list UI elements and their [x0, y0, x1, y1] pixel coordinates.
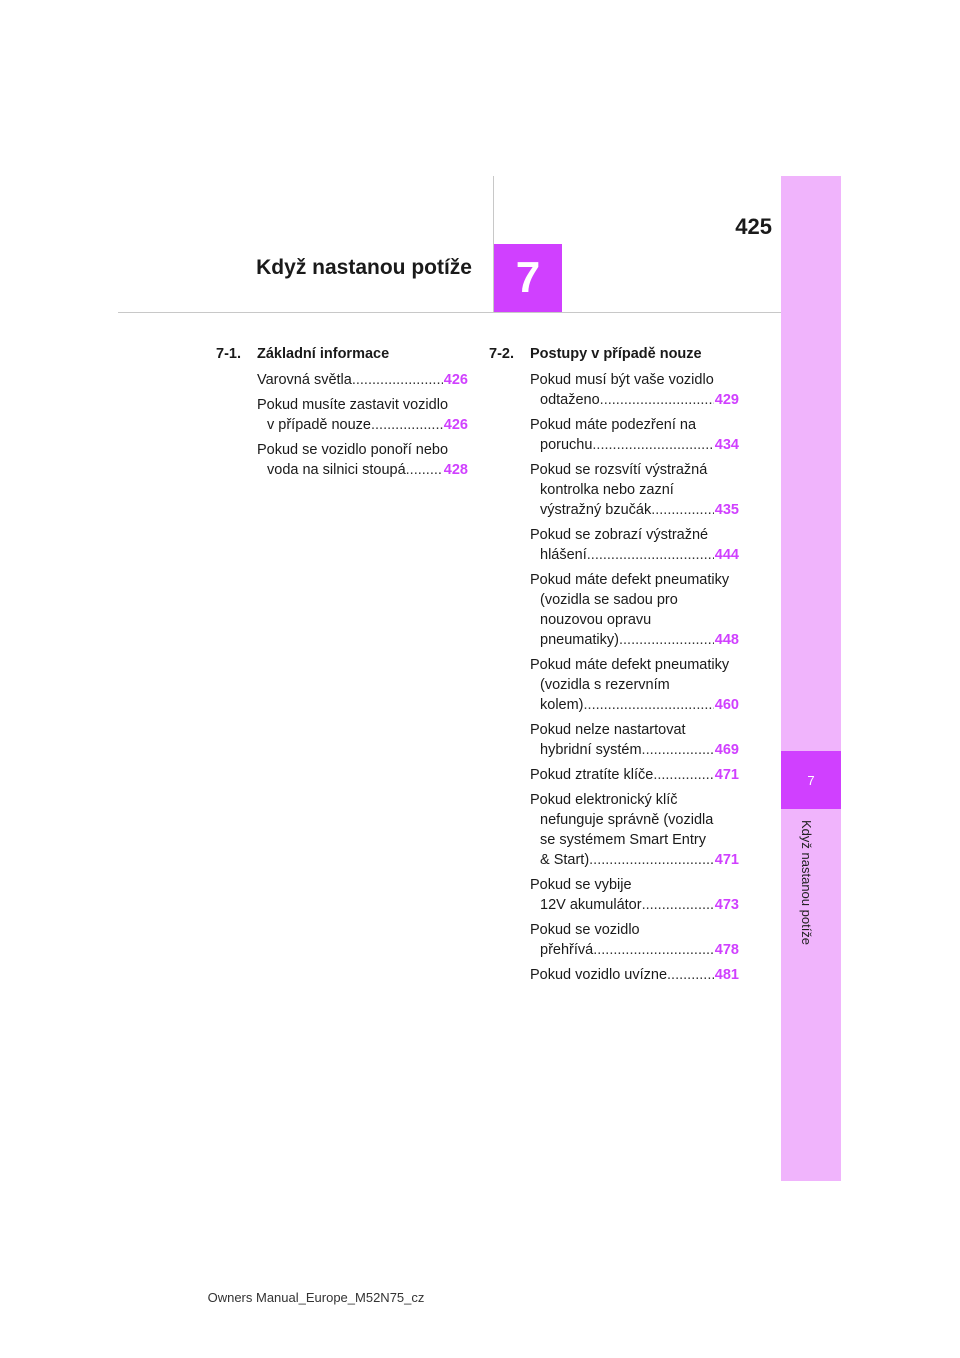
toc-entry-line — [530, 390, 739, 410]
toc-entry-line — [530, 460, 739, 480]
toc-entry-text: Pokud ztratíte klíče — [530, 767, 654, 783]
sidebar-tab — [781, 176, 841, 1181]
toc-entry-line — [530, 895, 739, 915]
toc-entry-text: Pokud máte defekt pneumatiky — [530, 657, 730, 673]
toc-leader-dots — [352, 370, 443, 390]
toc-entry-text: nefunguje správně (vozidla — [540, 812, 714, 828]
toc-entry-text: Pokud se zobrazí výstražné — [530, 527, 709, 543]
toc-section-header — [489, 344, 739, 364]
toc-leader-dots — [619, 630, 714, 650]
toc-entry[interactable] — [530, 460, 739, 520]
toc-entry-text: 12V akumulátor — [540, 897, 642, 913]
toc-leader-dots — [667, 965, 714, 985]
toc-section-number: 7-1. — [216, 346, 241, 362]
toc-page-link[interactable]: 478 — [714, 942, 739, 958]
toc-entry-text: Pokud musíte zastavit vozidlo — [257, 397, 449, 413]
toc-page-link[interactable]: 471 — [714, 767, 739, 783]
toc-page-link[interactable]: 429 — [714, 392, 739, 408]
toc-entry-line — [530, 545, 739, 565]
toc-entry[interactable] — [530, 525, 739, 565]
toc-leader-dots — [651, 500, 714, 520]
toc-leader-dots — [587, 545, 714, 565]
toc-entry-line — [530, 965, 739, 985]
toc-entry-text: Varovná světla — [257, 372, 352, 388]
toc-entry-line — [530, 695, 739, 715]
toc-entry-text: Pokud nelze nastartovat — [530, 722, 686, 738]
toc-leader-dots — [592, 435, 713, 455]
page-number: 425 — [735, 214, 772, 239]
toc-page-link[interactable]: 428 — [443, 462, 468, 478]
toc-section-title: Základní informace — [257, 346, 390, 362]
toc-entry[interactable] — [530, 720, 739, 760]
toc-entry-text: poruchu — [540, 437, 593, 453]
toc-entry-line — [530, 810, 739, 830]
sidebar-chapter-title — [799, 820, 819, 980]
toc-entry-line — [530, 850, 739, 870]
toc-column-left — [216, 344, 468, 485]
toc-page-link[interactable]: 434 — [714, 437, 739, 453]
toc-entry-text: Pokud musí být vaše vozidlo — [530, 372, 714, 388]
toc-entry-text: Pokud se vozidlo ponoří nebo — [257, 442, 449, 458]
toc-entry[interactable] — [530, 570, 739, 650]
header-horizontal-rule — [118, 312, 781, 313]
toc-leader-dots — [593, 940, 714, 960]
toc-entry-line — [530, 415, 739, 435]
toc-entry-line — [530, 570, 739, 590]
toc-entry-text: kolem) — [540, 697, 584, 713]
toc-leader-dots — [642, 740, 714, 760]
toc-entry-line — [530, 525, 739, 545]
toc-page-link[interactable]: 469 — [714, 742, 739, 758]
toc-page-link[interactable]: 444 — [714, 547, 739, 563]
toc-section-title: Postupy v případě nouze — [530, 346, 702, 362]
toc-entry-line — [530, 590, 739, 610]
sidebar-chapter-tab[interactable]: 7 — [781, 751, 841, 809]
toc-leader-dots — [584, 695, 714, 715]
toc-entry-text: se systémem Smart Entry — [540, 832, 706, 848]
chapter-title: Když nastanou potíže — [256, 256, 472, 279]
toc-entry-line — [257, 460, 468, 480]
toc-entry-line — [530, 875, 739, 895]
toc-entry-line — [530, 675, 739, 695]
toc-entry[interactable] — [257, 395, 468, 435]
toc-page-link[interactable]: 460 — [714, 697, 739, 713]
toc-entry-text: hybridní systém — [540, 742, 642, 758]
toc-page-link[interactable]: 473 — [714, 897, 739, 913]
toc-entry-text: Pokud se vozidlo — [530, 922, 640, 938]
toc-page-link[interactable]: 426 — [443, 417, 468, 433]
toc-entry-text: nouzovou opravu — [540, 612, 652, 628]
toc-entry[interactable] — [530, 965, 739, 985]
toc-leader-dots — [371, 415, 443, 435]
toc-entry-line — [530, 500, 739, 520]
toc-entry-text: & Start) — [540, 852, 590, 868]
toc-entry[interactable] — [530, 875, 739, 915]
toc-entry-text: hlášení — [540, 547, 587, 563]
toc-entry-text: Pokud máte defekt pneumatiky — [530, 572, 730, 588]
toc-page-link[interactable]: 426 — [443, 372, 468, 388]
toc-entry-list — [489, 370, 739, 985]
toc-entry-text: (vozidla se sadou pro — [540, 592, 678, 608]
toc-entry-text: odtaženo — [540, 392, 600, 408]
toc-entry-text: Pokud máte podezření na — [530, 417, 697, 433]
toc-entry-line — [257, 395, 468, 415]
toc-entry-line — [530, 610, 739, 630]
toc-section-header — [216, 344, 468, 364]
toc-entry[interactable] — [530, 765, 739, 785]
toc-leader-dots — [653, 765, 713, 785]
toc-entry-text: pneumatiky) — [540, 632, 619, 648]
toc-entry-line — [530, 655, 739, 675]
toc-page-link[interactable]: 435 — [714, 502, 739, 518]
toc-entry-line — [530, 480, 739, 500]
toc-entry-line — [530, 830, 739, 850]
chapter-number-box: 7 — [494, 244, 562, 312]
toc-entry-line — [530, 370, 739, 390]
page-footer: Owners Manual_Europe_M52N75_cz — [207, 1290, 425, 1305]
toc-page-link[interactable]: 481 — [714, 967, 739, 983]
toc-entry-line — [257, 440, 468, 460]
toc-entry-line — [257, 415, 468, 435]
toc-entry[interactable] — [530, 655, 739, 715]
toc-entry-text: Pokud vozidlo uvízne — [530, 967, 668, 983]
toc-entry-line — [530, 765, 739, 785]
toc-entry-text: přehřívá — [540, 942, 594, 958]
toc-entry[interactable] — [530, 415, 739, 455]
toc-entry-line — [530, 435, 739, 455]
toc-entry-line — [530, 920, 739, 940]
toc-entry-text: Pokud se vybije — [530, 877, 632, 893]
toc-entry-text: (vozidla s rezervním — [540, 677, 670, 693]
toc-entry-list — [216, 370, 468, 480]
sidebar-chapter-title-text: Když nastanou potíže — [799, 820, 814, 946]
toc-entry-line — [530, 740, 739, 760]
toc-entry[interactable] — [257, 440, 468, 480]
toc-section-number: 7-2. — [489, 346, 514, 362]
toc-entry-text: voda na silnici stoupá — [267, 462, 406, 478]
toc-leader-dots — [589, 850, 714, 870]
toc-column-right — [489, 344, 739, 990]
toc-entry-line — [530, 630, 739, 650]
toc-entry-text: Pokud se rozsvítí výstražná — [530, 462, 708, 478]
toc-leader-dots — [406, 460, 443, 480]
toc-entry-line — [530, 940, 739, 960]
toc-entry[interactable] — [530, 370, 739, 410]
toc-entry-text: v případě nouze — [267, 417, 371, 433]
toc-page-link[interactable]: 448 — [714, 632, 739, 648]
toc-entry[interactable] — [530, 790, 739, 870]
toc-leader-dots — [642, 895, 714, 915]
toc-entry-text: výstražný bzučák — [540, 502, 652, 518]
toc-entry-text: Pokud elektronický klíč — [530, 792, 678, 808]
toc-entry-line — [530, 720, 739, 740]
toc-entry[interactable] — [257, 370, 468, 390]
toc-entry-line — [257, 370, 468, 390]
toc-leader-dots — [600, 390, 714, 410]
toc-entry-text: kontrolka nebo zazní — [540, 482, 674, 498]
toc-entry-line — [530, 790, 739, 810]
toc-entry[interactable] — [530, 920, 739, 960]
toc-page-link[interactable]: 471 — [714, 852, 739, 868]
